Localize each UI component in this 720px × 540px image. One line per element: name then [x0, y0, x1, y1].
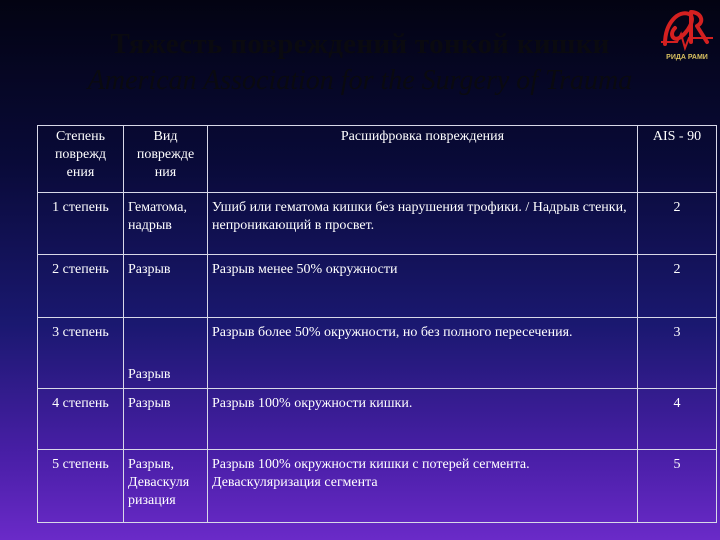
logo-caption: РИДА РАМИ — [666, 54, 708, 61]
header-grade: Степень поврежд ения — [38, 126, 124, 193]
header-type: Вид поврежде ния — [124, 126, 208, 193]
table-row — [38, 255, 717, 318]
row-grade: 3 степень — [38, 318, 124, 389]
row-grade: 5 степень — [38, 450, 124, 523]
table-row — [38, 450, 717, 523]
row-ais: 3 — [638, 318, 717, 389]
slide-title: Тяжесть повреждений тонкой кишки — [110, 28, 610, 60]
row-desc: Разрыв 100% окружности кишки. — [208, 389, 638, 450]
row-desc: Разрыв 100% окружности кишки с потерей сегмента. Деваскуляризация сегмента — [208, 450, 638, 523]
row-desc: Ушиб или гематома кишки без нарушения трофики. / Надрыв стенки, непроникающий в просвет. — [208, 193, 638, 255]
row-desc: Разрыв менее 50% окружности — [208, 255, 638, 318]
rida-rami-logo-icon — [657, 4, 717, 64]
row-desc: Разрыв более 50% окружности, но без полного пересечения. — [208, 318, 638, 389]
row-ais: 2 — [638, 193, 717, 255]
title-block — [0, 28, 720, 97]
header-ais: AIS - 90 — [638, 126, 717, 193]
row-type: Разрыв — [124, 318, 208, 389]
row-grade: 2 степень — [38, 255, 124, 318]
row-type: Разрыв — [124, 255, 208, 318]
slide-subtitle: American Association for the Surgery of Trauma — [87, 65, 633, 96]
row-grade: 1 степень — [38, 193, 124, 255]
logo-graphic — [657, 4, 717, 64]
row-ais: 5 — [638, 450, 717, 523]
row-grade: 4 степень — [38, 389, 124, 450]
table-row — [38, 193, 717, 255]
row-type: Гематома, надрыв — [124, 193, 208, 255]
row-type: Разрыв, Деваскуля ризация — [124, 450, 208, 523]
injury-grade-table — [37, 125, 717, 523]
table-header-row — [38, 126, 717, 193]
row-type: Разрыв — [124, 389, 208, 450]
table-row — [38, 389, 717, 450]
header-desc: Расшифровка повреждения — [208, 126, 638, 193]
table-row — [38, 318, 717, 389]
row-ais: 4 — [638, 389, 717, 450]
row-ais: 2 — [638, 255, 717, 318]
